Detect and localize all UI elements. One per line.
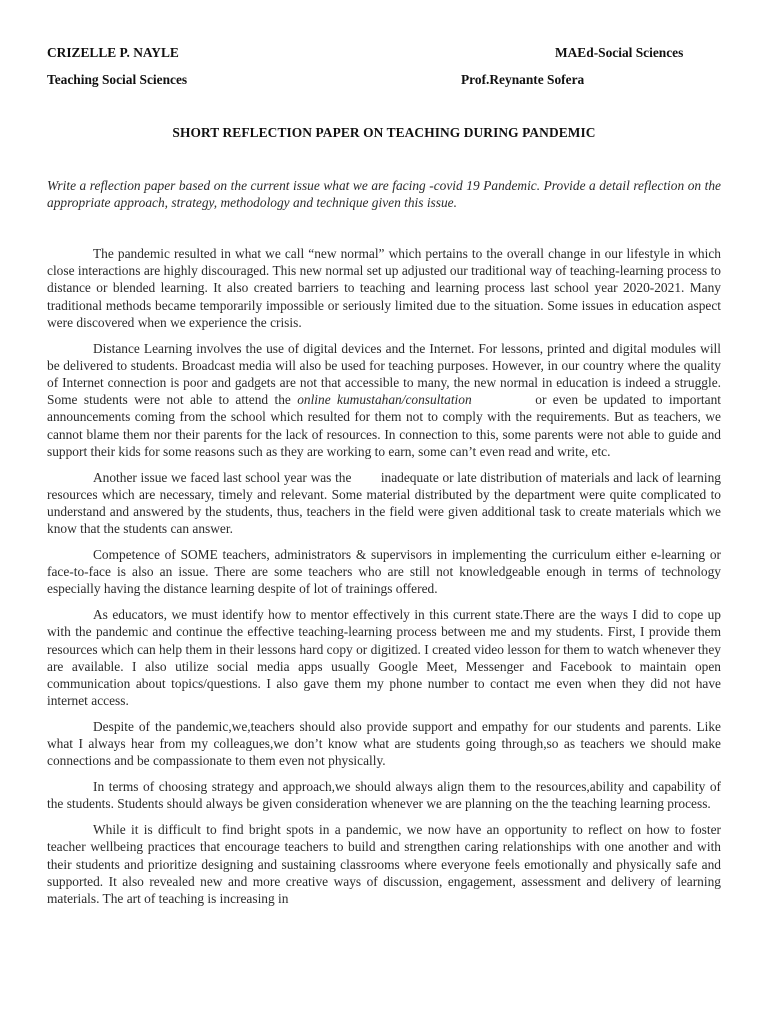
paper-title: SHORT REFLECTION PAPER ON TEACHING DURING PANDEMIC — [172, 125, 596, 140]
italic-phrase: online kumustahan/consultation — [297, 392, 472, 408]
paragraph-distance-learning — [47, 340, 725, 460]
paragraph-new-normal: The pandemic resulted in what we call “new normal” which pertains to the overall change in our lifestyle in which close interactions are highly discouraged. This new normal set up adjusted our traditional way of teaching-learning process to distance or blended learning. It also created barriers to teaching and learning process last school year 2020-2021. Many traditional methods became temporarily impossible or seriously limited due to the situation. Some issues in education aspect were discovered when we experience the crisis. — [47, 246, 721, 330]
paragraph-mentoring: As educators, we must identify how to mentor effectively in this current state.There are the ways I did to cope up with the pandemic and continue the effective teaching-learning process between me and my students. First, I provide them resources which can help them in their lessons hard copy or digitized. I created video lesson for them to watch whenever they are available. I also utilize social media apps usually Google Meet, Messenger and Facebook to maintain open communication about topics/questions. I also gave them my phone number to contact me even when they did not have internet access. — [47, 607, 721, 709]
course-name: Teaching Social Sciences — [47, 72, 188, 87]
paragraph-text: Distance Learning involves the use of digital devices and the Internet. For lessons, printed and digital modules will be delivered to students. Broadcast media will also be used for teaching purposes. However, in our country where the quality of Internet connection is poor and gadgets are not that accessible to many, the new normal in education is indeed a struggle. Some students were not able to attend the — [47, 340, 721, 408]
paragraph-teacher-competence: Competence of SOME teachers, administrators & supervisors in implementing the curriculum either e-learning or face-to-face is also an issue. There are some teachers who are still not knowledgeable enough in terms of technology especially having the distance learning despite of lot of trainings offered. — [47, 547, 721, 597]
professor-name: Prof.Reynante Sofera — [461, 72, 585, 87]
assignment-prompt: Write a reflection paper based on the current issue what we are facing -covid 19 Pandemic. Provide a detail reflection on the appropriate approach, strategy, methodology and technique given this issue. — [47, 178, 721, 211]
reflection-body — [47, 245, 725, 916]
paragraph-strategy: In terms of choosing strategy and approach,we should always align them to the resources,ability and capability of the students. Students should always be given consideration whenever we are planning on the the teaching learning process. — [47, 779, 721, 812]
paragraph-wellbeing: While it is difficult to find bright spots in a pandemic, we now have an opportunity to reflect on how to foster teacher wellbeing practices that encourage teachers to build and strengthen caring relationships with one another and with their students and prioritize designing and sustaining classrooms where everyone feels emotionally and physically safe and supported. It also revealed new and more creative ways of discussion, engagement, assessment and delivery of learning materials. The art of teaching is increasing in — [47, 822, 721, 907]
paragraph-materials-distribution: Another issue we faced last school year was the inadequate or late distribution of materials and lack of learning resources which are necessary, timely and relevant. Some material distributed by the department were quite complicated to understand and answered by the students, thus, teachers in the field were given additional task to create materials which we know that the students can answer. — [47, 469, 725, 537]
program-name: MAEd-Social Sciences — [555, 45, 684, 60]
paragraph-text: or even be updated to important announcements coming from the school which resulted for them not to comply with the requirements. But as teachers, we cannot blame them nor their parents for the lack of resources. In connection to this, some parents were not able to guide and support their kids for some reasons such as they are working to earn, some can’t even read and write, etc. — [47, 392, 725, 459]
paragraph-empathy: Despite of the pandemic,we,teachers should also provide support and empathy for our students and parents. Like what I always hear from my colleagues,we don’t know what are students going through,so as teachers we should make connections and be compassionate to them even not physically. — [47, 719, 721, 769]
author-name: CRIZELLE P. NAYLE — [47, 45, 179, 60]
